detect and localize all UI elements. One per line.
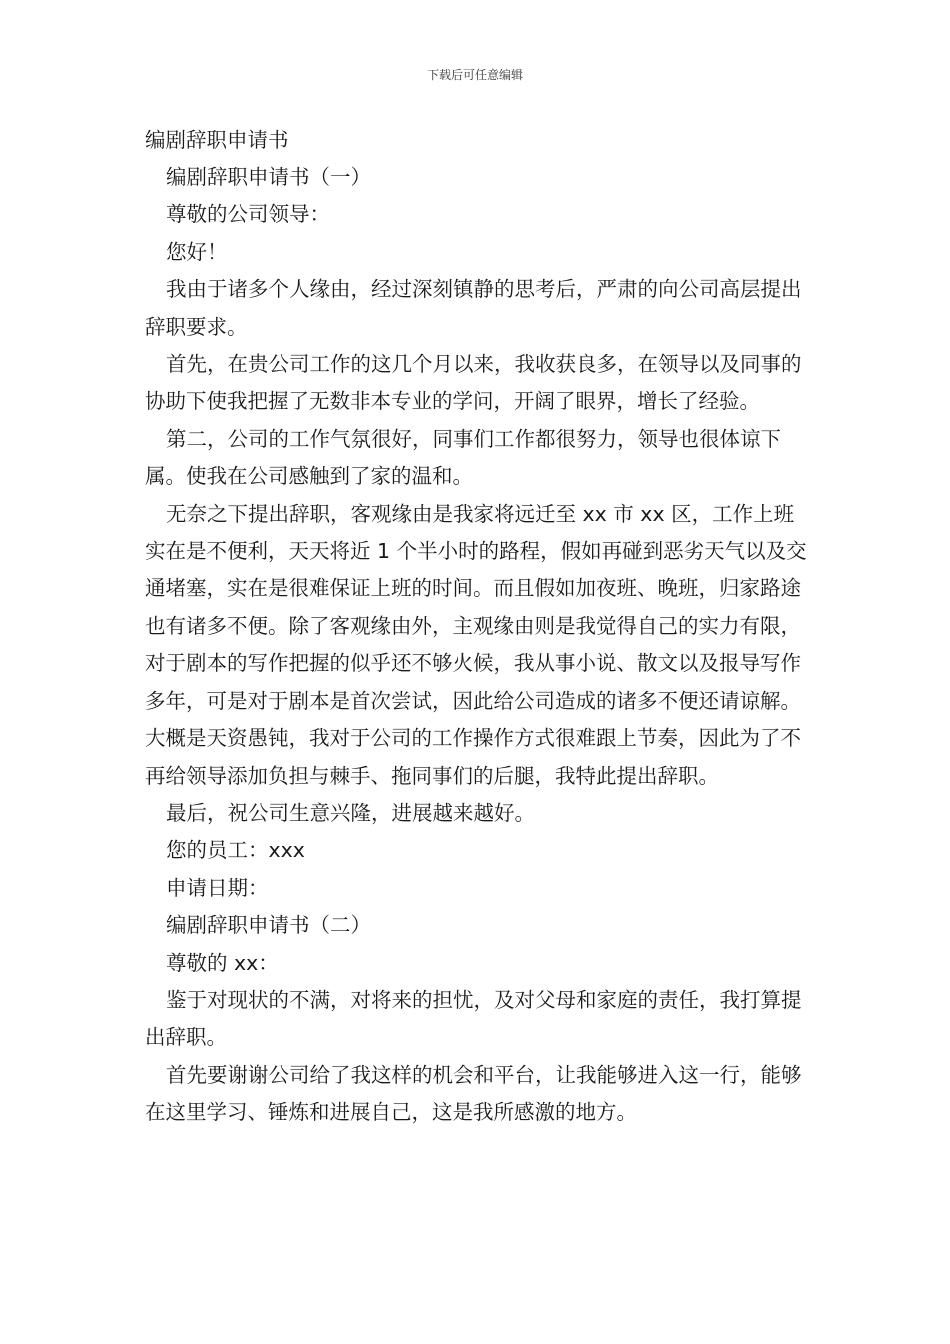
paragraph-salutation-2: 尊敬的 xx： bbox=[166, 950, 279, 975]
paragraph-first-point: 首先，在贵公司工作的这几个月以来，我收获良多，在领导以及同事的协助下使我把握了无数非本专业的学问，开阔了眼界，增长了经验。 bbox=[145, 352, 802, 414]
paragraph-greeting: 您好！ bbox=[166, 239, 228, 264]
paragraph-second-point: 第二，公司的工作气氛很好，同事们工作都很努力，领导也很体谅下属。使我在公司感触到了家的温和。 bbox=[145, 426, 781, 489]
paragraph-date: 申请日期： bbox=[166, 875, 269, 900]
paragraph-subtitle-1: 编剧辞职申请书（一） bbox=[166, 165, 371, 189]
paragraph-salutation-1: 尊敬的公司领导： bbox=[166, 202, 330, 227]
page-header-note: 下载后可任意编辑 bbox=[426, 68, 523, 82]
paragraph-signature: 您的员工：xxx bbox=[166, 838, 305, 863]
paragraph-thanks: 首先要谢谢公司给了我这样的机会和平台，让我能够进入这一行，能够在这里学习、锤炼和进展自己，这是我所感激的地方。 bbox=[145, 1062, 802, 1125]
paragraph-dissatisfaction: 鉴于对现状的不满，对将来的担忧，及对父母和家庭的责任，我打算提出辞职。 bbox=[145, 987, 802, 1050]
paragraph-closing-wish: 最后，祝公司生意兴隆，进展越来越好。 bbox=[166, 800, 535, 825]
paragraph-reason-intro: 我由于诸多个人缘由，经过深刻镇静的思考后，严肃的向公司高层提出辞职要求。 bbox=[145, 277, 802, 339]
paragraph-subtitle-2: 编剧辞职申请书（二） bbox=[166, 913, 371, 938]
document-title: 编剧辞职申请书 bbox=[145, 128, 289, 152]
document-body bbox=[145, 122, 810, 1132]
paragraph-main-reason: 无奈之下提出辞职，客观缘由是我家将远迁至 xx 市 xx 区，工作上班实在是不便利，天天将近 1 个半小时的路程，假如再碰到恶劣天气以及交通堵塞，实在是很难保证上班的时间。而且假如加夜班、晚班，归家路途也有诸多不便。除了客观缘由外，主观缘由则是我觉得自己的实力有限，对于剧本的写作把握的似乎还不够火候，我从事小说、散文以及报导写作多年，可是对于剧本是首次尝试，因此给公司造成的诸多不便还请谅解。大概是天资愚钝，我对于公司的工作操作方式很难跟上节奏，因此为了不再给领导添加负担与棘手、拖同事们的后腿，我特此提出辞职。 bbox=[145, 501, 807, 788]
